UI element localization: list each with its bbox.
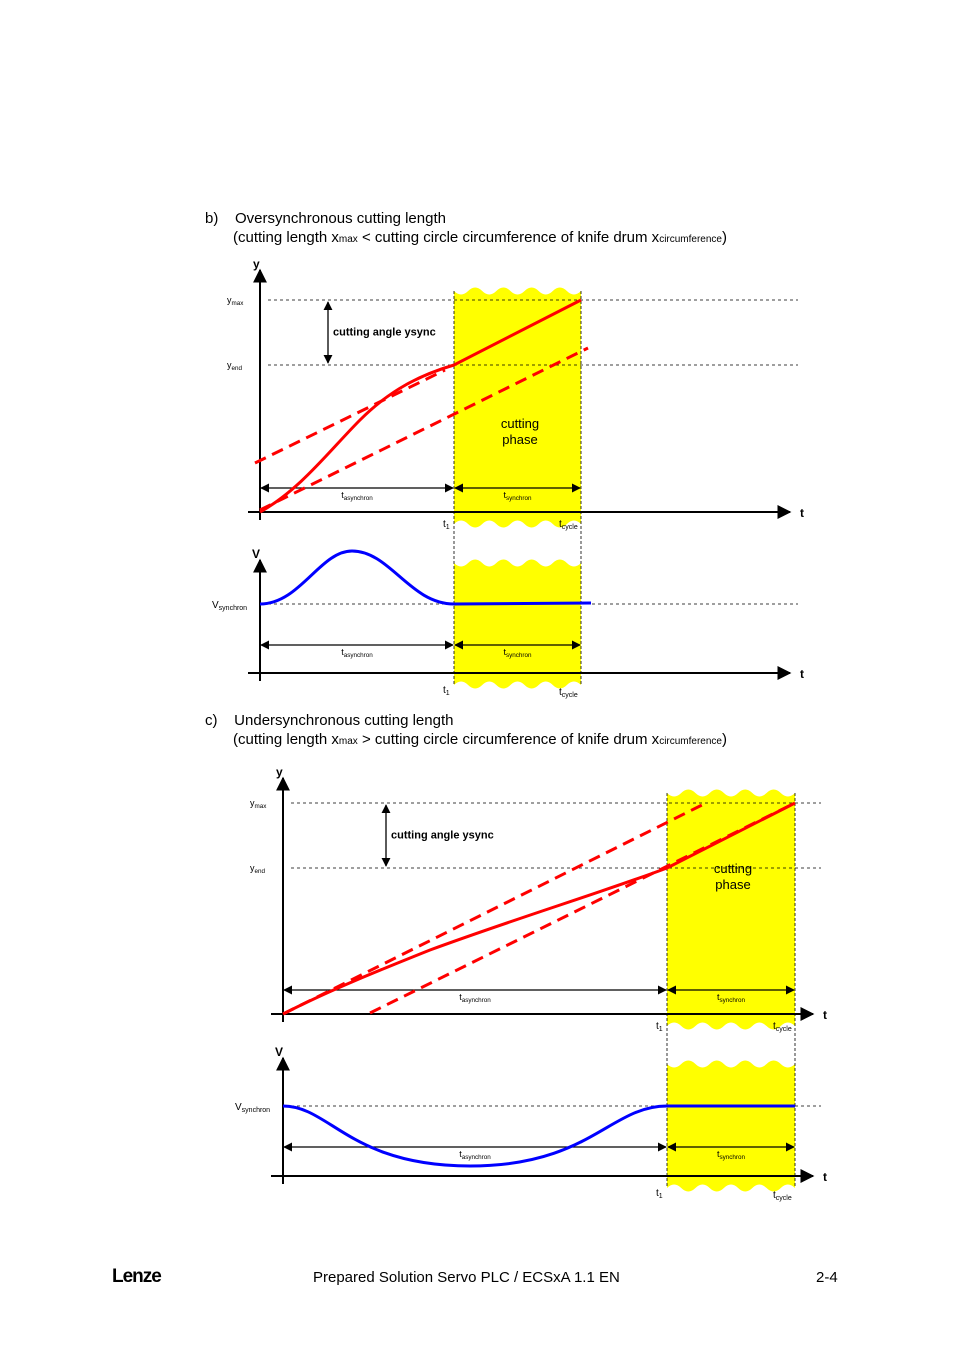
t-axis-label-upper: t xyxy=(823,1008,827,1022)
t-synchron-dimension-lower-label-sub: synchron xyxy=(505,652,532,659)
heading-c-cond-pre: (cutting length x xyxy=(233,731,339,748)
t1-label-lower-sub: 1 xyxy=(445,690,450,697)
yend-label-main: y xyxy=(227,360,232,370)
t-axis-label-lower: t xyxy=(800,667,804,681)
lenze-logo: Lenze xyxy=(112,1266,161,1287)
y-axis-label: y xyxy=(253,257,260,271)
tcycle-label-lower-sub: cycle xyxy=(561,692,578,699)
cutting-phase-label-line2: phase xyxy=(502,432,538,447)
tcycle-label-upper-sub: cycle xyxy=(561,524,578,531)
t-synchron-dimension-upper-label-sub: synchron xyxy=(719,997,746,1004)
yend-label-main: y xyxy=(250,863,255,873)
yend-label xyxy=(227,360,243,372)
heading-b-cond-mid: < cutting circle circumference of knife drum x xyxy=(357,229,660,246)
t-synchron-dimension-upper-label-sub: synchron xyxy=(505,495,532,502)
t1-label-upper-main: t xyxy=(656,1021,659,1032)
heading-b-cond-sub1: max xyxy=(338,234,358,245)
v-axis-label: V xyxy=(275,1045,284,1059)
t1-label-upper-sub: 1 xyxy=(445,524,450,531)
ymax-label xyxy=(227,295,244,307)
heading-b-letter: b) xyxy=(205,210,219,227)
footer-page-number: 2-4 xyxy=(816,1269,838,1286)
t1-label-lower xyxy=(443,685,450,697)
t1-label-lower-sub: 1 xyxy=(658,1193,663,1200)
t-axis-label-lower: t xyxy=(823,1170,827,1184)
heading-b-cond-post: ) xyxy=(722,229,727,246)
cutting-phase-area-lower xyxy=(667,1061,795,1192)
t1-label-lower-main: t xyxy=(443,685,446,696)
vsync-label-sub: synchron xyxy=(241,1107,271,1114)
ymax-label-main: y xyxy=(250,798,255,808)
t-asynchron-dimension-lower-label xyxy=(459,1149,491,1161)
tcycle-label-upper-main: t xyxy=(773,1021,776,1032)
ymax-label-main: y xyxy=(227,295,232,305)
ymax-label xyxy=(250,798,267,810)
heading-c-title: Undersynchronous cutting length xyxy=(234,712,454,729)
t1-label-upper-sub: 1 xyxy=(658,1026,663,1033)
cutting-phase-label-line1: cutting xyxy=(713,861,753,876)
y-axis-label: y xyxy=(276,765,283,779)
t-asynchron-dimension-lower-label-sub: asynchron xyxy=(343,652,373,659)
cutting-phase-area-lower xyxy=(454,560,581,689)
t-asynchron-dimension-lower-label-main: t xyxy=(459,1149,462,1159)
yend-label-sub: end xyxy=(231,365,243,372)
heading-c-letter: c) xyxy=(205,712,218,729)
heading-b-title: Oversynchronous cutting length xyxy=(235,210,446,227)
t-asynchron-dimension-upper-label-sub: asynchron xyxy=(461,997,491,1004)
t-synchron-dimension-lower-label-main: t xyxy=(503,647,506,657)
heading-c-cond-post: ) xyxy=(722,731,727,748)
t-asynchron-dimension-upper-label-main: t xyxy=(341,490,344,500)
vsync-label-sub: synchron xyxy=(218,605,248,612)
vsync-label-main: V xyxy=(235,1102,242,1113)
t-asynchron-dimension-upper-label-sub: asynchron xyxy=(343,495,373,502)
t-asynchron-dimension-upper-label xyxy=(341,490,373,502)
cutting-phase-area-upper xyxy=(667,790,795,1030)
ymax-label-sub: max xyxy=(254,803,267,810)
t-synchron-dimension-lower-label-main: t xyxy=(716,1149,720,1159)
tcycle-label-lower-main: t xyxy=(559,687,562,698)
synchronous-reference-line-1 xyxy=(255,370,445,463)
cutting-phase-label-line1: cutting xyxy=(500,416,540,431)
tcycle-label-upper-sub: cycle xyxy=(775,1026,792,1033)
cutting-phase-area-upper xyxy=(454,288,581,528)
cutting-angle-label: cutting angle ysync xyxy=(333,326,436,339)
t1-label-upper xyxy=(656,1021,663,1033)
heading-c-cond-sub1: max xyxy=(338,736,358,747)
yend-label xyxy=(250,863,266,875)
synchronous-reference-line-1 xyxy=(283,803,706,1014)
ymax-label-sub: max xyxy=(231,300,244,307)
t1-label-lower-main: t xyxy=(656,1188,659,1199)
tcycle-label-lower-sub: cycle xyxy=(775,1195,792,1202)
t-asynchron-dimension-lower-label-sub: asynchron xyxy=(461,1154,491,1161)
t1-label-upper-main: t xyxy=(443,519,446,530)
v-axis-label: V xyxy=(252,547,261,561)
vsync-label-main: V xyxy=(212,600,219,611)
footer-doc-title: Prepared Solution Servo PLC / ECSxA 1.1 EN xyxy=(313,1269,620,1286)
yend-label-sub: end xyxy=(254,868,266,875)
t-synchron-dimension-upper-label-main: t xyxy=(716,992,720,1002)
t1-label-upper xyxy=(443,519,450,531)
t-axis-label-upper: t xyxy=(800,506,804,520)
t1-label-lower xyxy=(656,1188,663,1200)
t-asynchron-dimension-upper-label-main: t xyxy=(459,992,462,1002)
vsync-label xyxy=(235,1102,270,1114)
cutting-angle-label: cutting angle ysync xyxy=(391,829,494,842)
t-asynchron-dimension-lower-label-main: t xyxy=(341,647,344,657)
tcycle-label-lower-main: t xyxy=(773,1190,776,1201)
heading-c-cond-sub2: circumference xyxy=(659,736,722,747)
tcycle-label-lower xyxy=(773,1190,792,1202)
t-asynchron-dimension-upper-label xyxy=(459,992,491,1004)
vsync-label xyxy=(212,600,247,612)
heading-b-cond-sub2: circumference xyxy=(659,234,722,245)
t-asynchron-dimension-lower-label xyxy=(341,647,373,659)
t-synchron-dimension-upper-label-main: t xyxy=(503,490,506,500)
cutting-phase-label-line2: phase xyxy=(715,877,751,892)
heading-c-cond-mid: > cutting circle circumference of knife drum x xyxy=(357,731,660,748)
diagram-c xyxy=(235,765,827,1202)
tcycle-label-lower xyxy=(559,687,578,699)
heading-b-cond-pre: (cutting length x xyxy=(233,229,339,246)
tcycle-label-upper-main: t xyxy=(559,519,562,530)
diagram-b xyxy=(212,257,804,699)
t-synchron-dimension-lower-label-sub: synchron xyxy=(719,1154,746,1161)
